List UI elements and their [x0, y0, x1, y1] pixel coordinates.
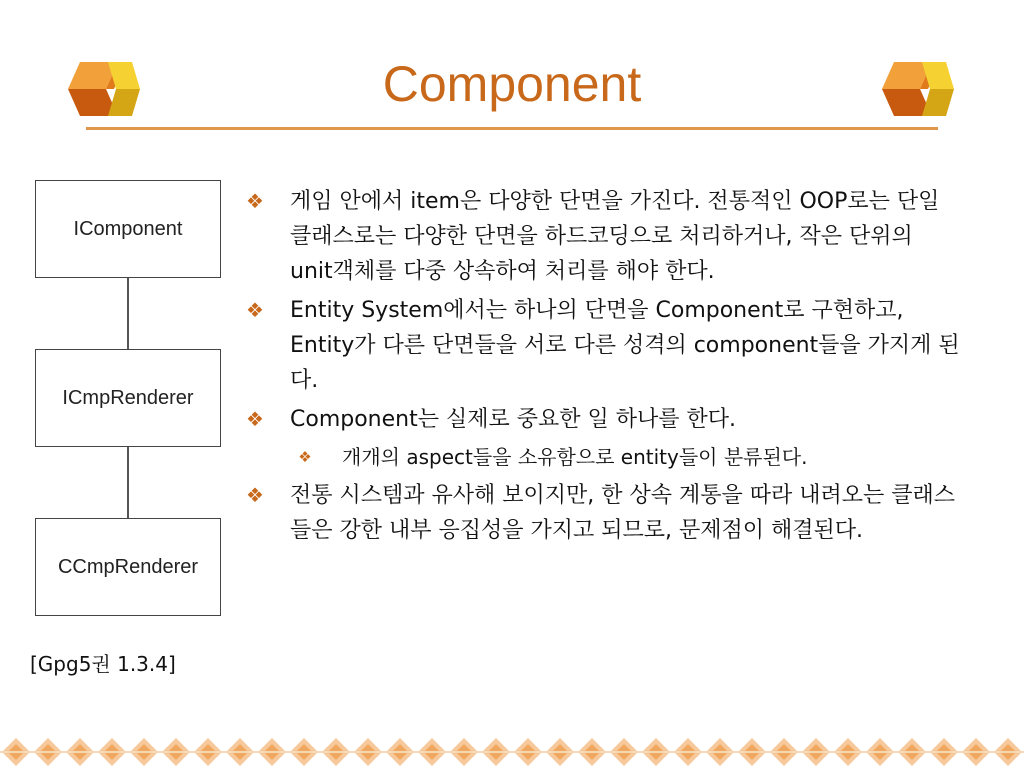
diamond-cluster-icon: ❖: [246, 407, 264, 431]
bullet-text: 게임 안에서 item은 다양한 단면을 가진다. 전통적인 OOP로는 단일 클래스로는 다양한 단면을 하드코딩으로 처리하거나, 작은 단위의 unit객체를 다중 상속하여 처리를 해야 한다.: [290, 189, 940, 284]
sub-bullet-item: [242, 441, 962, 474]
diamond-cluster-icon: ❖: [246, 483, 264, 507]
decorative-footer-border: [0, 736, 1024, 768]
diamond-cluster-icon: ❖: [298, 448, 312, 466]
bullet-item: [242, 184, 962, 289]
bullet-list: [242, 184, 962, 548]
bullet-text: 전통 시스템과 유사해 보이지만, 한 상속 계통을 따라 내려오는 클래스들은 강한 내부 응집성을 가지고 되므로, 문제점이 해결된다.: [290, 483, 955, 543]
diagram-connector: [127, 447, 129, 518]
title-underline: [86, 127, 938, 130]
bullet-item: [242, 402, 962, 437]
diamond-cluster-icon: ❖: [246, 298, 264, 322]
diagram-box-icmprenderer: ICmpRenderer: [35, 349, 221, 447]
diamond-cluster-icon: ❖: [246, 189, 264, 213]
diagram-connector: [127, 278, 129, 349]
bullet-item: [242, 478, 962, 548]
class-hierarchy-diagram: [35, 180, 221, 617]
cube-logo-icon: [880, 58, 956, 120]
diagram-box-icomponent: IComponent: [35, 180, 221, 278]
slide-title: Component: [382, 56, 642, 112]
diagram-caption: [Gpg5권 1.3.4]: [30, 652, 176, 676]
bullet-item: [242, 293, 962, 398]
bullet-text: Component는 실제로 중요한 일 하나를 한다.: [290, 407, 736, 432]
bullet-text: 개개의 aspect들을 소유함으로 entity들이 분류된다.: [342, 445, 808, 469]
bullet-text: Entity System에서는 하나의 단면을 Component로 구현하고, Entity가 다른 단면들을 서로 다른 성격의 component들을 가지게 된다.: [290, 298, 960, 393]
diagram-box-ccmprenderer: CCmpRenderer: [35, 518, 221, 616]
